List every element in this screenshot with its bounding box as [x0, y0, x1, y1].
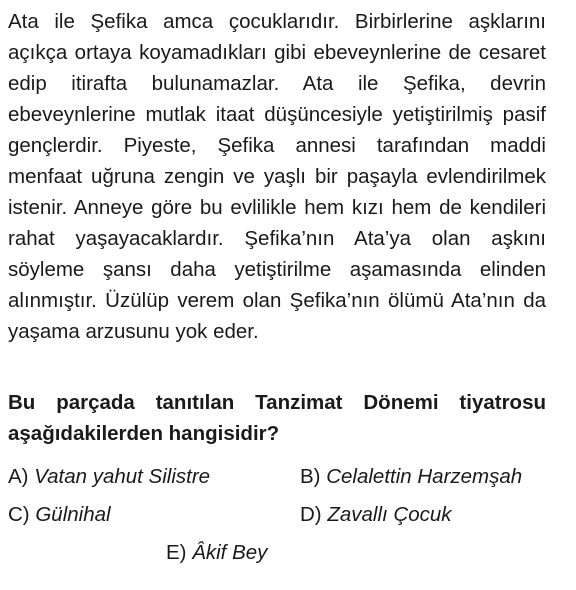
option-c[interactable] [8, 499, 111, 530]
question-text: Bu parçada tanıtılan Tanzimat Dönemi tiyatrosu aşağıdakilerden hangisidir? [8, 391, 546, 445]
option-text: Zavallı Çocuk [327, 503, 452, 526]
option-letter: B) [300, 465, 321, 488]
option-d[interactable] [300, 499, 452, 530]
option-b[interactable] [300, 461, 522, 492]
option-e[interactable] [166, 537, 267, 568]
option-letter: A) [8, 465, 29, 488]
passage-text: Ata ile Şefika amca çocuklarıdır. Birbirlerine aşklarını açıkça ortaya koyamadıkları gibi ebeveynlerine de cesaret edip itirafta bulunamazlar. Ata ile Şefika, devrin ebeveynlerine mutlak itaat düşüncesiyle yetiştirilmiş pasif gençlerdir. Piyeste, Şefika annesi tarafından maddi menfaat uğruna zengin ve yaşlı bir paşayla evlendirilmek istenir. Anneye göre bu evlilikle hem kızı hem de kendileri rahat yaşayacaklardır. Şefika’nın Ata’ya olan aşkını söyleme şansı daha yetiştirilme aşamasında elinden alınmıştır. Üzülüp verem olan Şefika’nın ölümü Ata’nın da yaşama arzusunu yok eder. [8, 10, 546, 343]
option-letter: C) [8, 503, 30, 526]
option-text: Gülnihal [35, 503, 111, 526]
option-text: Celalettin Harzemşah [326, 465, 523, 488]
option-text: Âkif Bey [192, 541, 268, 564]
option-text: Vatan yahut Silistre [34, 465, 211, 488]
option-a[interactable] [8, 461, 210, 492]
option-letter: E) [166, 541, 187, 564]
option-letter: D) [300, 503, 322, 526]
